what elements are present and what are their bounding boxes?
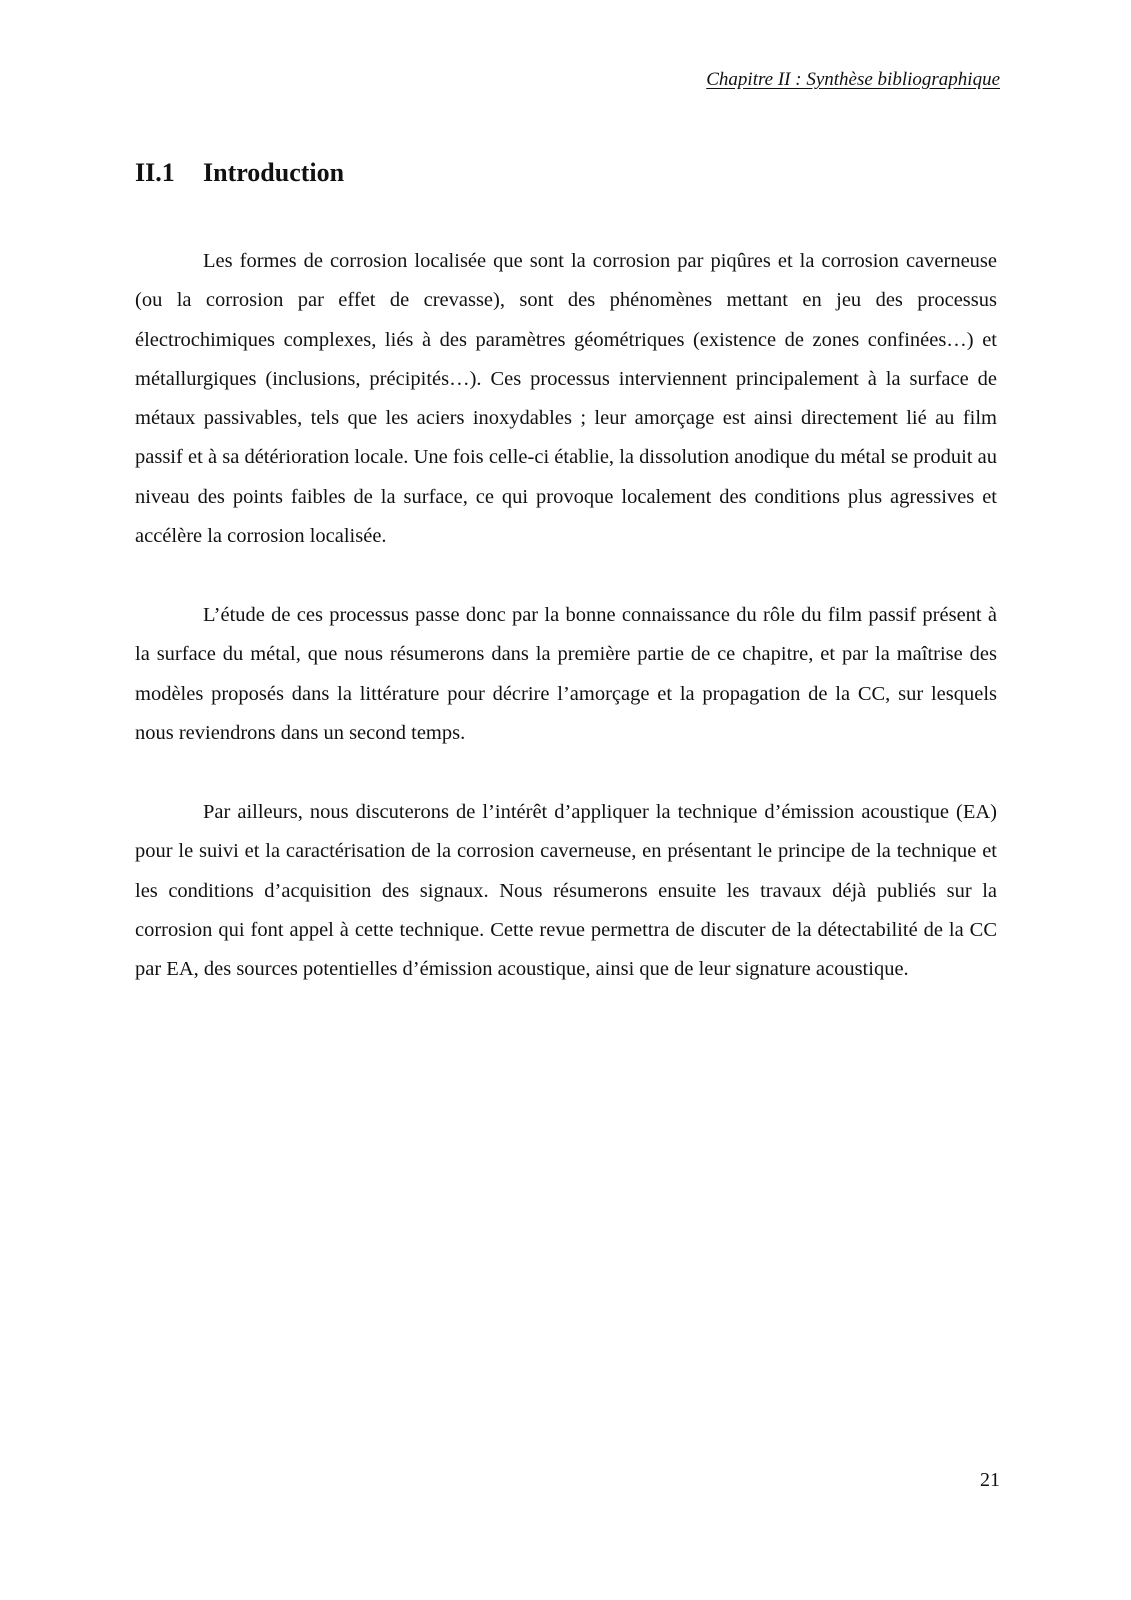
body-paragraph: Par ailleurs, nous discuterons de l’intérêt d’appliquer la technique d’émission acoustique (EA) pour le suivi et la caractérisation de la corrosion caverneuse, en présentant le principe de la technique et les conditions d’acquisition des signaux. Nous résumerons ensuite les travaux déjà publiés sur la corrosion qui font appel à cette technique. Cette revue permettra de discuter de la détectabilité de la CC par EA, des sources potentielles d’émission acoustique, ainsi que de leur signature acoustique. xyxy=(135,801,997,981)
section-heading xyxy=(135,157,344,189)
body-paragraph: L’étude de ces processus passe donc par la bonne connaissance du rôle du film passif présent à la surface du métal, que nous résumerons dans la première partie de ce chapitre, et par la maîtrise des modèles proposés dans la littérature pour décrire l’amorçage et la propagation de la CC, sur lesquels nous reviendrons dans un second temps. xyxy=(135,604,997,744)
page-number: 21 xyxy=(980,1469,1000,1491)
section-number: II.1 xyxy=(135,158,175,187)
body-paragraph: Les formes de corrosion localisée que sont la corrosion par piqûres et la corrosion caverneuse (ou la corrosion par effet de crevasse), sont des phénomènes mettant en jeu des processus électrochimiques complexes, liés à des paramètres géométriques (existence de zones confinées…) et métallurgiques (inclusions, précipités…). Ces processus interviennent principalement à la surface de métaux passivables, tels que les aciers inoxydables ; leur amorçage est ainsi directement lié au film passif et à sa détérioration locale. Une fois celle-ci établie, la dissolution anodique du métal se produit au niveau des points faibles de la surface, ce qui provoque localement des conditions plus agressives et accélère la corrosion localisée. xyxy=(135,250,997,548)
running-header: Chapitre II : Synthèse bibliographique xyxy=(706,69,1000,90)
section-title: Introduction xyxy=(203,158,345,187)
